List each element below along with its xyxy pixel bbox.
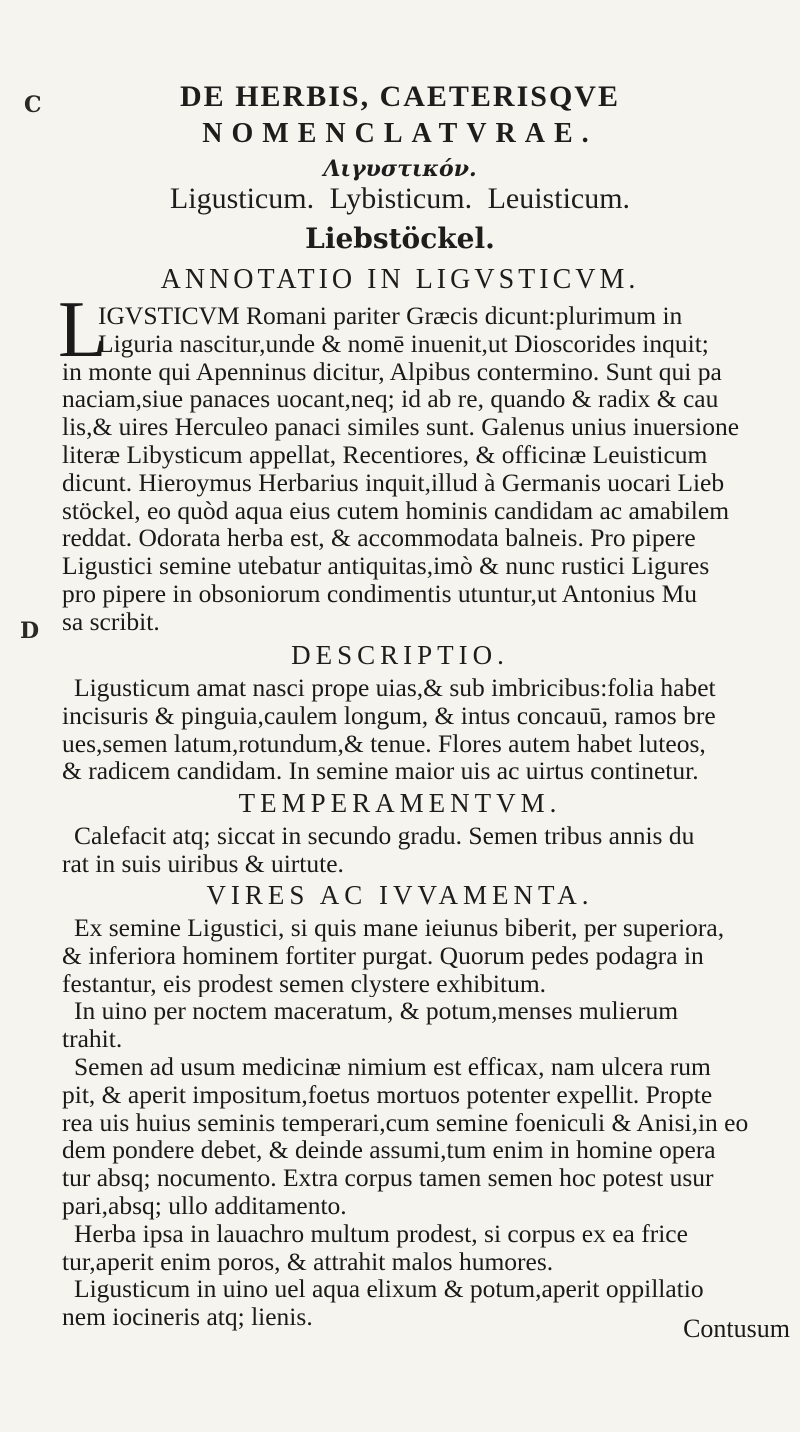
- running-head: DE HERBIS, CAETERISQVE: [180, 80, 620, 113]
- text-line: sa scribit.: [62, 607, 160, 636]
- text-line: IGVSTICVM Romani pariter Græcis dicunt:plurimum in: [98, 302, 683, 330]
- text-line: trahit.: [62, 1025, 123, 1053]
- text-line: tur absq; nocumento. Extra corpus tamen semen hoc potest usur: [62, 1164, 714, 1192]
- text-line: stöckel, eo quòd aqua eius cutem hominis candidam ac amabilem: [62, 496, 730, 525]
- text-line: pari,absq; ullo additamento.: [62, 1191, 347, 1220]
- text-line: nem iocineris atq; lienis.: [62, 1303, 313, 1331]
- margin-letter-c: C: [24, 92, 42, 118]
- vires-heading: VIRES AC IVVAMENTA.: [206, 880, 594, 910]
- descriptio-text: [62, 674, 792, 785]
- temperamentum-text: [62, 822, 792, 878]
- text-line: ues,semen latum,rotundum,& tenue. Flores autem habet luteos,: [62, 729, 706, 758]
- text-line: dicunt. Hieroymus Herbarius inquit,illud à Germanis uocari Lieb: [62, 468, 725, 497]
- text-line: festantur, eis prodest semen clystere exhibitum.: [62, 969, 547, 998]
- text-line: In uino per noctem maceratum, & potum,menses mulierum: [74, 997, 679, 1026]
- text-line: pit, & aperit impositum,foetus mortuos potenter expellit. Propte: [62, 1080, 713, 1109]
- drop-cap: L: [58, 286, 107, 374]
- latin-names: Ligusticum. Lybisticum. Leuisticum.: [169, 182, 631, 215]
- catchword: Contusum: [683, 1314, 790, 1343]
- text-line: & radicem candidam. In semine maior uis ac uirtus continetur.: [62, 757, 699, 786]
- text-line: & inferiora hominem fortiter purgat. Quorum pedes podagra in: [62, 941, 704, 970]
- text-line: Calefacit atq; siccat in secundo gradu. Semen tribus annis du: [74, 822, 695, 850]
- annotatio-text: [62, 302, 792, 636]
- text-line: Ligustici semine utebatur antiquitas,imò & nunc rustici Ligures: [62, 552, 710, 580]
- vires-text: [62, 914, 792, 1331]
- text-line: rat in suis uiribus & uirtute.: [62, 849, 344, 878]
- text-line: Herba ipsa in lauachro multum prodest, si corpus ex ea frice: [74, 1219, 688, 1248]
- greek-name: Λιγυστικόν.: [323, 156, 477, 182]
- text-line: lis,& uires Herculeo panaci similes sunt. Galenus unius inuersione: [62, 413, 740, 441]
- annotatio-heading: ANNOTATIO IN LIGVSTICVM.: [160, 264, 640, 295]
- text-line: pro pipere in obsoniorum condimentis utuntur,ut Antonius Mu: [62, 579, 698, 608]
- text-line: rea uis huius seminis temperari,cum semine foeniculi & Anisi,in eo: [62, 1108, 749, 1137]
- text-line: naciam,siue panaces uocant,neq; id ab re, quando & radix & cau: [62, 385, 719, 414]
- running-head-subtitle: NOMENCLATVRAE.: [202, 118, 598, 149]
- text-line: tur,aperit enim poros, & attrahit malos humores.: [62, 1247, 554, 1276]
- text-line: reddat. Odorata herba est, & accommodata balneis. Pro pipere: [62, 524, 696, 553]
- text-line: Ligusticum in uino uel aqua elixum & potum,aperit oppillatio: [74, 1275, 704, 1304]
- text-line: Ligusticum amat nasci prope uias,& sub imbricibus:folia habet: [74, 674, 716, 702]
- text-line: incisuris & pinguia,caulem longum, & intus concauū, ramos bre: [62, 701, 716, 730]
- text-line: in monte qui Apenninus dicitur, Alpibus contermino. Sunt qui pa: [62, 357, 722, 386]
- margin-letter-d: D: [20, 618, 40, 644]
- text-line: dem pondere debet, & deinde assumi,tum enim in homine opera: [62, 1136, 716, 1165]
- text-line: Semen ad usum medicinæ nimium est efficax, nam ulcera rum: [74, 1052, 711, 1081]
- german-name: Liebstöckel.: [305, 222, 495, 255]
- text-line: literæ Libysticum appellat, Recentiores, & officinæ Leuisticum: [62, 440, 708, 469]
- text-line: Ex semine Ligustici, si quis mane ieiunus biberit, per superiora,: [74, 914, 725, 942]
- text-line: Liguria nascitur,unde & nomē inuenit,ut Dioscorides inquit;: [98, 329, 709, 358]
- descriptio-heading: DESCRIPTIO.: [291, 640, 509, 670]
- temperamentum-heading: TEMPERAMENTVM.: [238, 788, 562, 818]
